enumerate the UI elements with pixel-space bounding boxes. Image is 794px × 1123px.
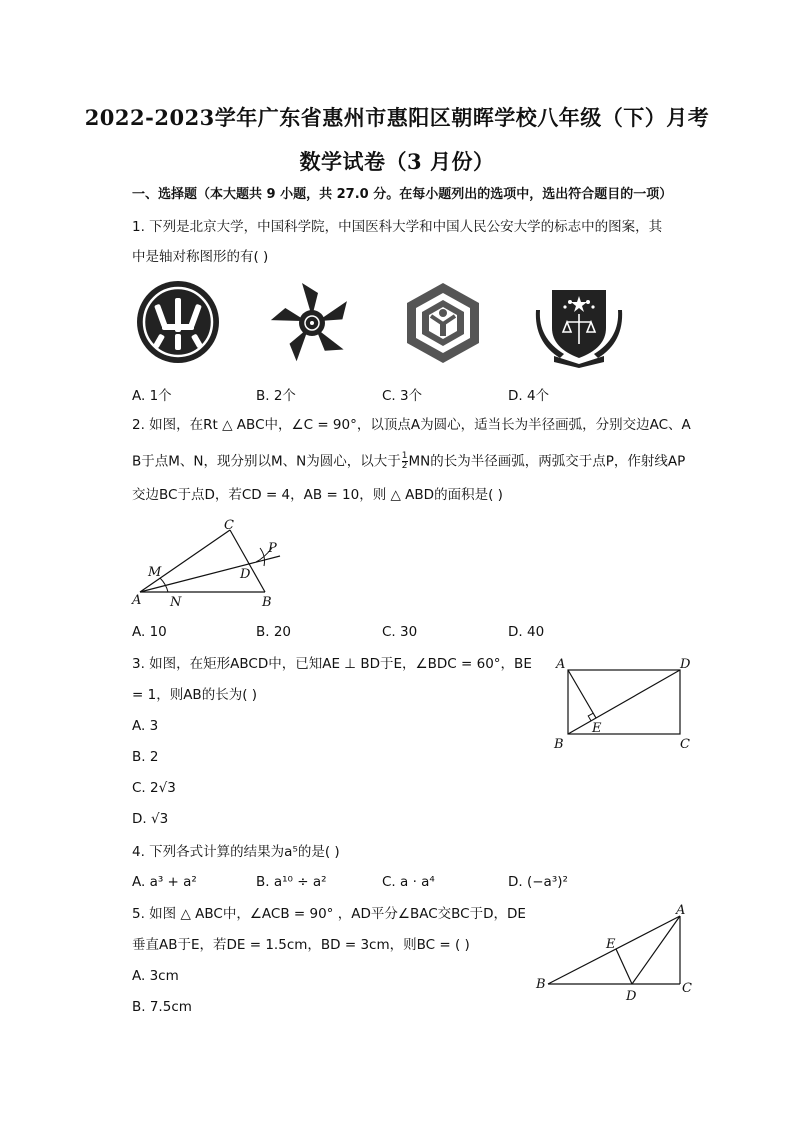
q2-text-line2 [132, 452, 685, 471]
q5-option-b: B. 7.5cm [132, 999, 192, 1015]
q3-text-line1: 3. 如图，在矩形ABCD中，已知AE ⊥ BD于E，∠BDC = 60°，BE [132, 656, 532, 672]
q4-option-a: A. a³ + a² [132, 874, 197, 890]
q3-label-d: D [680, 657, 691, 672]
chinese-academy-of-sciences-logo [268, 280, 356, 366]
q2-option-a: A. 10 [132, 624, 167, 640]
q3-label-a: A [556, 657, 566, 672]
q3-option-d: D. √3 [132, 811, 169, 827]
q2-label-n: N [170, 595, 182, 610]
q2-label-d: D [240, 567, 251, 582]
q5-text-line2: 垂直AB于E，若DE = 1.5cm，BD = 3cm，则BC = ( ) [132, 937, 470, 953]
q2-label-c: C [224, 518, 234, 533]
q5-label-b: B [536, 977, 546, 992]
q4-option-c: C. a · a⁴ [382, 874, 435, 890]
section-heading: 一、选择题（本大题共 9 小题，共 27.0 分。在每小题列出的选项中，选出符合题目的一项） [132, 187, 673, 202]
q4-text-line1: 4. 下列各式计算的结果为a⁵的是( ) [132, 844, 340, 860]
q1-text-line2: 中是轴对称图形的有( ) [132, 249, 269, 265]
q1-option-c: C. 3个 [382, 388, 423, 404]
q2-text-line3: 交边BC于点D，若CD = 4，AB = 10，则 △ ABD的面积是( ) [132, 487, 503, 503]
q4-option-d: D. (−a³)² [508, 874, 568, 890]
q3-rectangle-figure [548, 652, 698, 752]
q3-label-c: C [680, 737, 690, 752]
q4-option-b: B. a¹⁰ ÷ a² [256, 874, 327, 890]
q2-fraction-numerator: 1 [401, 451, 408, 461]
q2-triangle-figure [130, 518, 290, 612]
china-medical-university-logo [400, 280, 486, 366]
q5-label-e: E [606, 937, 616, 952]
q2-option-d: D. 40 [508, 624, 545, 640]
q1-text-line1: 1. 下列是北京大学，中国科学院，中国医科大学和中国人民公安大学的标志中的图案，其 [132, 219, 663, 235]
exam-title-line2: 数学试卷（3 月份） [299, 149, 495, 174]
q5-label-c: C [682, 981, 692, 996]
q2-option-b: B. 20 [256, 624, 292, 640]
q5-label-d: D [626, 989, 637, 1004]
q3-text-line2: = 1，则AB的长为( ) [132, 687, 258, 703]
q2-option-c: C. 30 [382, 624, 418, 640]
q3-option-a: A. 3 [132, 718, 159, 734]
q2-label-a: A [132, 593, 142, 608]
q3-label-e: E [592, 721, 602, 736]
q5-label-a: A [676, 903, 686, 918]
peoples-public-security-university-logo [534, 280, 624, 370]
q2-label-b: B [262, 595, 272, 610]
q1-option-b: B. 2个 [256, 388, 296, 404]
q1-option-d: D. 4个 [508, 388, 550, 404]
q3-label-b: B [554, 737, 564, 752]
q3-option-b: B. 2 [132, 749, 159, 765]
q2-label-p: P [268, 541, 277, 556]
peking-university-logo [132, 280, 224, 364]
q3-option-c: C. 2√3 [132, 780, 176, 796]
q2-text-line2-part1: B于点M、N，现分别以M、N为圆心，以大于 [132, 453, 401, 470]
q5-triangle-figure [534, 900, 700, 1004]
q5-text-line1: 5. 如图 △ ABC中，∠ACB = 90° ，AD平分∠BAC交BC于D，DE [132, 906, 526, 922]
q1-option-a: A. 1个 [132, 388, 172, 404]
q2-fraction [402, 452, 408, 471]
q2-fraction-denominator: 2 [401, 461, 408, 471]
exam-title-line1: 2022-2023学年广东省惠州市惠阳区朝晖学校八年级（下）月考 [84, 105, 710, 130]
q2-text-line1: 2. 如图，在Rt △ ABC中，∠C = 90°，以顶点A为圆心，适当长为半径画弧，分别交边AC、A [132, 417, 691, 433]
q5-option-a: A. 3cm [132, 968, 179, 984]
q2-text-line2-part2: MN的长为半径画弧，两弧交于点P，作射线AP [408, 453, 686, 470]
q2-label-m: M [148, 565, 162, 580]
